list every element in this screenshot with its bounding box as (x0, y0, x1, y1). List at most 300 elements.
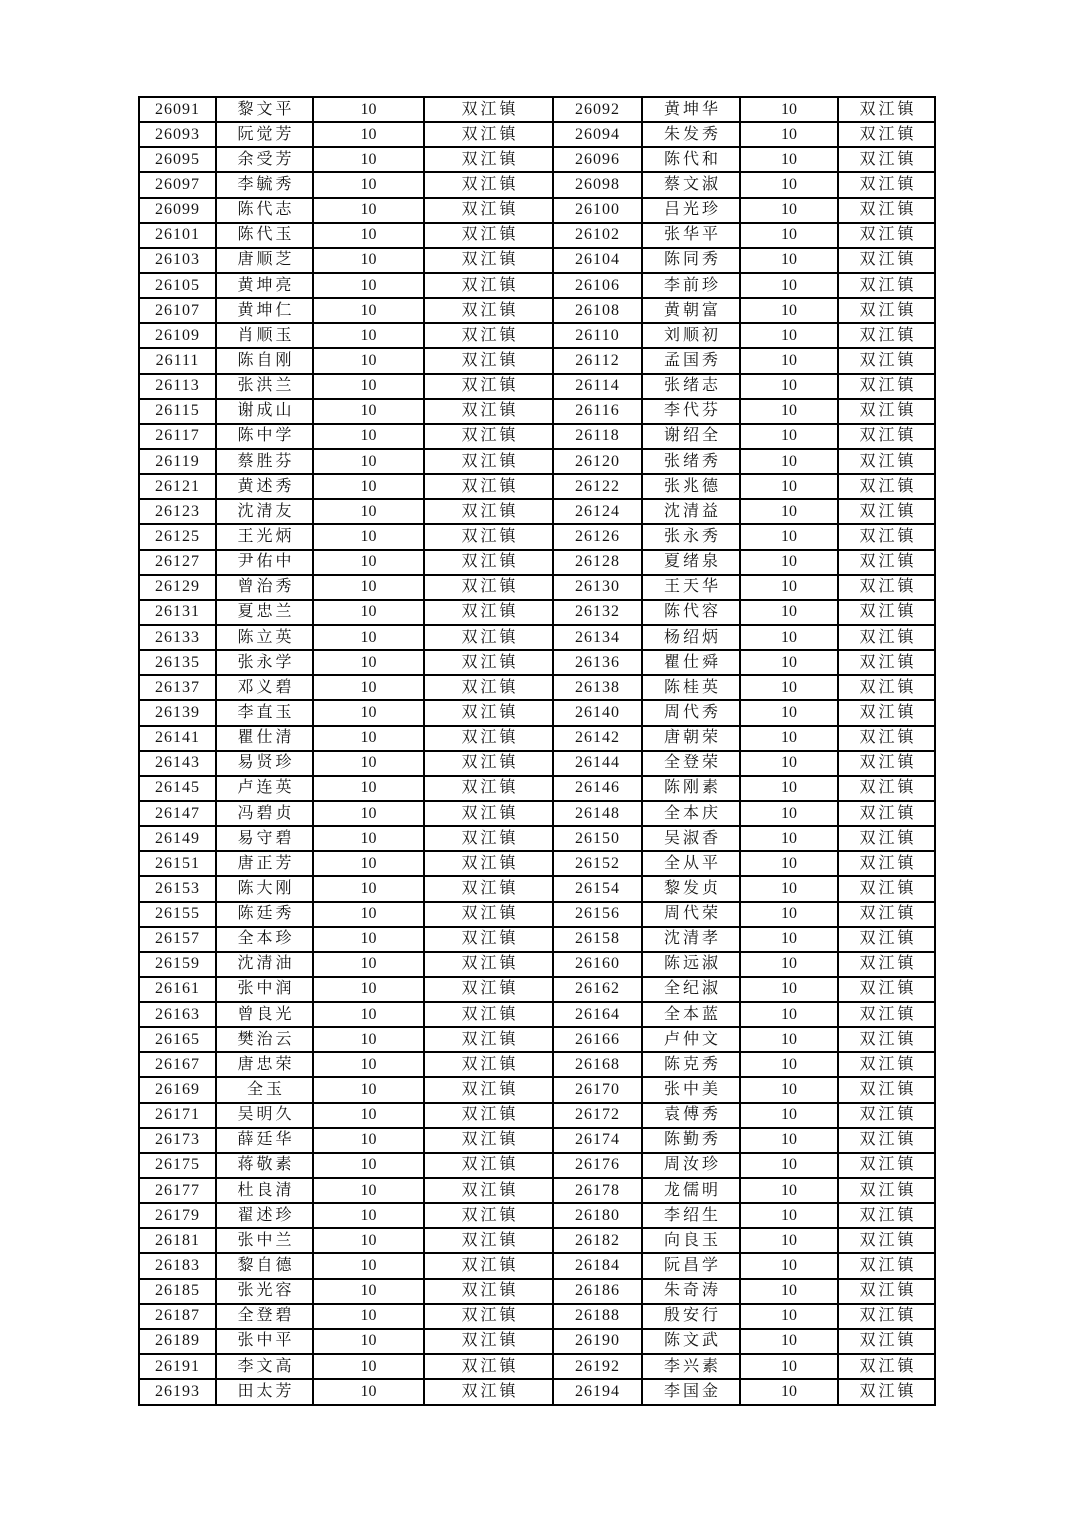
left-town-cell: 双江镇 (424, 524, 553, 549)
left-serial-cell: 26091 (139, 97, 216, 122)
right-amount-cell: 10 (740, 499, 838, 524)
left-amount-cell: 10 (313, 348, 424, 373)
right-amount-cell: 10 (740, 1052, 838, 1077)
table-row (139, 876, 935, 901)
right-serial-cell: 26180 (553, 1203, 642, 1228)
left-name-cell: 张永学 (216, 650, 313, 675)
left-amount-cell: 10 (313, 1178, 424, 1203)
right-amount-cell: 10 (740, 1354, 838, 1379)
left-amount-cell: 10 (313, 751, 424, 776)
right-serial-cell: 26162 (553, 977, 642, 1002)
right-town-cell: 双江镇 (838, 1178, 935, 1203)
left-town-cell: 双江镇 (424, 1329, 553, 1354)
right-town-cell: 双江镇 (838, 1354, 935, 1379)
left-serial-cell: 26157 (139, 927, 216, 952)
right-town-cell: 双江镇 (838, 952, 935, 977)
table-row (139, 348, 935, 373)
right-serial-cell: 26108 (553, 298, 642, 323)
left-amount-cell: 10 (313, 1228, 424, 1253)
right-name-cell: 陈刚素 (642, 776, 740, 801)
left-serial-cell: 26171 (139, 1103, 216, 1128)
left-town-cell: 双江镇 (424, 424, 553, 449)
right-name-cell: 沈清益 (642, 499, 740, 524)
left-serial-cell: 26185 (139, 1279, 216, 1304)
table-row (139, 826, 935, 851)
table-row (139, 1052, 935, 1077)
right-serial-cell: 26182 (553, 1228, 642, 1253)
right-town-cell: 双江镇 (838, 826, 935, 851)
right-town-cell: 双江镇 (838, 927, 935, 952)
right-town-cell: 双江镇 (838, 424, 935, 449)
left-town-cell: 双江镇 (424, 1027, 553, 1052)
right-serial-cell: 26094 (553, 122, 642, 147)
right-town-cell: 双江镇 (838, 876, 935, 901)
table-row (139, 776, 935, 801)
right-town-cell: 双江镇 (838, 977, 935, 1002)
right-amount-cell: 10 (740, 801, 838, 826)
right-amount-cell: 10 (740, 449, 838, 474)
left-serial-cell: 26131 (139, 600, 216, 625)
table-row (139, 801, 935, 826)
left-amount-cell: 10 (313, 1379, 424, 1405)
right-amount-cell: 10 (740, 198, 838, 223)
right-amount-cell: 10 (740, 625, 838, 650)
left-town-cell: 双江镇 (424, 675, 553, 700)
table-row (139, 223, 935, 248)
left-serial-cell: 26173 (139, 1128, 216, 1153)
left-town-cell: 双江镇 (424, 726, 553, 751)
right-serial-cell: 26140 (553, 700, 642, 725)
left-serial-cell: 26151 (139, 851, 216, 876)
left-name-cell: 薛廷华 (216, 1128, 313, 1153)
right-name-cell: 朱发秀 (642, 122, 740, 147)
right-name-cell: 陈远淑 (642, 952, 740, 977)
left-town-cell: 双江镇 (424, 348, 553, 373)
right-amount-cell: 10 (740, 273, 838, 298)
right-town-cell: 双江镇 (838, 524, 935, 549)
table-row (139, 1379, 935, 1405)
table-row (139, 499, 935, 524)
left-serial-cell: 26137 (139, 675, 216, 700)
left-name-cell: 李毓秀 (216, 172, 313, 197)
right-serial-cell: 26102 (553, 223, 642, 248)
left-serial-cell: 26189 (139, 1329, 216, 1354)
table-row (139, 474, 935, 499)
left-town-cell: 双江镇 (424, 1103, 553, 1128)
right-serial-cell: 26160 (553, 952, 642, 977)
right-name-cell: 袁傅秀 (642, 1103, 740, 1128)
right-name-cell: 卢仲文 (642, 1027, 740, 1052)
left-amount-cell: 10 (313, 700, 424, 725)
right-amount-cell: 10 (740, 1228, 838, 1253)
right-serial-cell: 26098 (553, 172, 642, 197)
right-amount-cell: 10 (740, 1153, 838, 1178)
right-name-cell: 阮昌学 (642, 1253, 740, 1278)
left-serial-cell: 26187 (139, 1304, 216, 1329)
left-amount-cell: 10 (313, 97, 424, 122)
right-name-cell: 陈勤秀 (642, 1128, 740, 1153)
right-name-cell: 吴淑香 (642, 826, 740, 851)
right-town-cell: 双江镇 (838, 1128, 935, 1153)
right-serial-cell: 26122 (553, 474, 642, 499)
left-town-cell: 双江镇 (424, 977, 553, 1002)
left-name-cell: 李文高 (216, 1354, 313, 1379)
left-town-cell: 双江镇 (424, 449, 553, 474)
table-row (139, 424, 935, 449)
left-amount-cell: 10 (313, 1329, 424, 1354)
table-row (139, 600, 935, 625)
right-amount-cell: 10 (740, 726, 838, 751)
right-amount-cell: 10 (740, 1103, 838, 1128)
left-name-cell: 卢连英 (216, 776, 313, 801)
left-name-cell: 张光容 (216, 1279, 313, 1304)
right-name-cell: 龙儒明 (642, 1178, 740, 1203)
table-row (139, 1103, 935, 1128)
right-name-cell: 陈克秀 (642, 1052, 740, 1077)
right-name-cell: 王天华 (642, 575, 740, 600)
right-amount-cell: 10 (740, 122, 838, 147)
table-row (139, 1279, 935, 1304)
right-name-cell: 李代芬 (642, 399, 740, 424)
roster-table-body (139, 97, 935, 1405)
right-town-cell: 双江镇 (838, 575, 935, 600)
right-name-cell: 黎发贞 (642, 876, 740, 901)
left-name-cell: 张中平 (216, 1329, 313, 1354)
right-name-cell: 谢绍全 (642, 424, 740, 449)
left-name-cell: 黄坤仁 (216, 298, 313, 323)
right-town-cell: 双江镇 (838, 1153, 935, 1178)
right-serial-cell: 26100 (553, 198, 642, 223)
left-amount-cell: 10 (313, 826, 424, 851)
left-amount-cell: 10 (313, 550, 424, 575)
right-name-cell: 孟国秀 (642, 348, 740, 373)
left-town-cell: 双江镇 (424, 1379, 553, 1405)
left-serial-cell: 26143 (139, 751, 216, 776)
right-town-cell: 双江镇 (838, 298, 935, 323)
left-name-cell: 陈代志 (216, 198, 313, 223)
right-serial-cell: 26176 (553, 1153, 642, 1178)
right-name-cell: 张兆德 (642, 474, 740, 499)
left-amount-cell: 10 (313, 977, 424, 1002)
right-town-cell: 双江镇 (838, 147, 935, 172)
left-town-cell: 双江镇 (424, 650, 553, 675)
left-town-cell: 双江镇 (424, 198, 553, 223)
left-name-cell: 谢成山 (216, 399, 313, 424)
right-name-cell: 殷安行 (642, 1304, 740, 1329)
right-amount-cell: 10 (740, 1128, 838, 1153)
table-row (139, 273, 935, 298)
left-name-cell: 蒋敬素 (216, 1153, 313, 1178)
right-town-cell: 双江镇 (838, 97, 935, 122)
left-name-cell: 全本珍 (216, 927, 313, 952)
right-town-cell: 双江镇 (838, 1279, 935, 1304)
left-town-cell: 双江镇 (424, 399, 553, 424)
left-name-cell: 曾良光 (216, 1002, 313, 1027)
left-town-cell: 双江镇 (424, 625, 553, 650)
left-serial-cell: 26127 (139, 550, 216, 575)
left-amount-cell: 10 (313, 1203, 424, 1228)
right-town-cell: 双江镇 (838, 1052, 935, 1077)
left-serial-cell: 26181 (139, 1228, 216, 1253)
table-row (139, 851, 935, 876)
right-name-cell: 全本庆 (642, 801, 740, 826)
left-town-cell: 双江镇 (424, 248, 553, 273)
table-row (139, 575, 935, 600)
table-row (139, 1128, 935, 1153)
table-row (139, 1077, 935, 1102)
left-serial-cell: 26093 (139, 122, 216, 147)
left-town-cell: 双江镇 (424, 273, 553, 298)
left-serial-cell: 26125 (139, 524, 216, 549)
right-serial-cell: 26166 (553, 1027, 642, 1052)
left-serial-cell: 26153 (139, 876, 216, 901)
left-town-cell: 双江镇 (424, 1228, 553, 1253)
left-amount-cell: 10 (313, 223, 424, 248)
table-row (139, 1329, 935, 1354)
right-serial-cell: 26136 (553, 650, 642, 675)
left-amount-cell: 10 (313, 927, 424, 952)
left-serial-cell: 26117 (139, 424, 216, 449)
left-name-cell: 邓义碧 (216, 675, 313, 700)
right-town-cell: 双江镇 (838, 1103, 935, 1128)
left-name-cell: 曾治秀 (216, 575, 313, 600)
left-town-cell: 双江镇 (424, 876, 553, 901)
right-serial-cell: 26104 (553, 248, 642, 273)
left-name-cell: 唐正芳 (216, 851, 313, 876)
left-serial-cell: 26191 (139, 1354, 216, 1379)
table-row (139, 449, 935, 474)
left-name-cell: 唐忠荣 (216, 1052, 313, 1077)
right-amount-cell: 10 (740, 1002, 838, 1027)
left-serial-cell: 26101 (139, 223, 216, 248)
right-serial-cell: 26158 (553, 927, 642, 952)
right-town-cell: 双江镇 (838, 172, 935, 197)
left-town-cell: 双江镇 (424, 550, 553, 575)
right-name-cell: 唐朝荣 (642, 726, 740, 751)
left-name-cell: 陈立英 (216, 625, 313, 650)
left-amount-cell: 10 (313, 1128, 424, 1153)
right-serial-cell: 26132 (553, 600, 642, 625)
right-amount-cell: 10 (740, 399, 838, 424)
left-town-cell: 双江镇 (424, 474, 553, 499)
left-town-cell: 双江镇 (424, 600, 553, 625)
right-amount-cell: 10 (740, 952, 838, 977)
roster-table (138, 96, 936, 1406)
right-name-cell: 李前珍 (642, 273, 740, 298)
right-name-cell: 张绪秀 (642, 449, 740, 474)
right-town-cell: 双江镇 (838, 499, 935, 524)
right-amount-cell: 10 (740, 600, 838, 625)
right-amount-cell: 10 (740, 1027, 838, 1052)
table-row (139, 198, 935, 223)
right-town-cell: 双江镇 (838, 801, 935, 826)
right-serial-cell: 26154 (553, 876, 642, 901)
right-name-cell: 全本蓝 (642, 1002, 740, 1027)
right-amount-cell: 10 (740, 851, 838, 876)
right-serial-cell: 26124 (553, 499, 642, 524)
left-amount-cell: 10 (313, 298, 424, 323)
right-serial-cell: 26168 (553, 1052, 642, 1077)
left-town-cell: 双江镇 (424, 851, 553, 876)
left-amount-cell: 10 (313, 1103, 424, 1128)
left-name-cell: 杜良清 (216, 1178, 313, 1203)
right-town-cell: 双江镇 (838, 348, 935, 373)
right-serial-cell: 26134 (553, 625, 642, 650)
right-name-cell: 李兴素 (642, 1354, 740, 1379)
left-name-cell: 陈代玉 (216, 223, 313, 248)
right-town-cell: 双江镇 (838, 1077, 935, 1102)
right-name-cell: 吕光珍 (642, 198, 740, 223)
left-serial-cell: 26145 (139, 776, 216, 801)
left-amount-cell: 10 (313, 273, 424, 298)
right-town-cell: 双江镇 (838, 851, 935, 876)
right-name-cell: 蔡文淑 (642, 172, 740, 197)
right-town-cell: 双江镇 (838, 1228, 935, 1253)
right-serial-cell: 26142 (553, 726, 642, 751)
left-amount-cell: 10 (313, 248, 424, 273)
right-town-cell: 双江镇 (838, 1203, 935, 1228)
left-town-cell: 双江镇 (424, 700, 553, 725)
right-serial-cell: 26184 (553, 1253, 642, 1278)
right-name-cell: 陈文武 (642, 1329, 740, 1354)
left-name-cell: 张中兰 (216, 1228, 313, 1253)
right-town-cell: 双江镇 (838, 449, 935, 474)
left-name-cell: 陈自刚 (216, 348, 313, 373)
right-serial-cell: 26150 (553, 826, 642, 851)
right-town-cell: 双江镇 (838, 323, 935, 348)
left-amount-cell: 10 (313, 776, 424, 801)
left-name-cell: 肖顺玉 (216, 323, 313, 348)
right-amount-cell: 10 (740, 927, 838, 952)
left-name-cell: 沈清油 (216, 952, 313, 977)
table-row (139, 399, 935, 424)
left-town-cell: 双江镇 (424, 223, 553, 248)
right-town-cell: 双江镇 (838, 1002, 935, 1027)
left-town-cell: 双江镇 (424, 927, 553, 952)
right-serial-cell: 26146 (553, 776, 642, 801)
right-name-cell: 向良玉 (642, 1228, 740, 1253)
right-name-cell: 张中美 (642, 1077, 740, 1102)
right-name-cell: 黄朝富 (642, 298, 740, 323)
right-serial-cell: 26178 (553, 1178, 642, 1203)
left-name-cell: 黎自德 (216, 1253, 313, 1278)
right-town-cell: 双江镇 (838, 776, 935, 801)
right-town-cell: 双江镇 (838, 902, 935, 927)
right-town-cell: 双江镇 (838, 700, 935, 725)
right-serial-cell: 26114 (553, 374, 642, 399)
table-row (139, 700, 935, 725)
left-name-cell: 阮觉芳 (216, 122, 313, 147)
left-serial-cell: 26111 (139, 348, 216, 373)
table-row (139, 550, 935, 575)
right-amount-cell: 10 (740, 1379, 838, 1405)
right-amount-cell: 10 (740, 776, 838, 801)
left-serial-cell: 26123 (139, 499, 216, 524)
right-town-cell: 双江镇 (838, 600, 935, 625)
left-serial-cell: 26175 (139, 1153, 216, 1178)
left-name-cell: 李直玉 (216, 700, 313, 725)
right-name-cell: 周代荣 (642, 902, 740, 927)
right-serial-cell: 26170 (553, 1077, 642, 1102)
left-town-cell: 双江镇 (424, 952, 553, 977)
left-amount-cell: 10 (313, 374, 424, 399)
left-amount-cell: 10 (313, 1279, 424, 1304)
table-row (139, 650, 935, 675)
left-name-cell: 余受芳 (216, 147, 313, 172)
left-town-cell: 双江镇 (424, 147, 553, 172)
left-serial-cell: 26149 (139, 826, 216, 851)
left-name-cell: 唐顺芝 (216, 248, 313, 273)
right-serial-cell: 26152 (553, 851, 642, 876)
left-serial-cell: 26113 (139, 374, 216, 399)
left-amount-cell: 10 (313, 1052, 424, 1077)
left-serial-cell: 26119 (139, 449, 216, 474)
left-serial-cell: 26121 (139, 474, 216, 499)
left-amount-cell: 10 (313, 1354, 424, 1379)
right-name-cell: 陈桂英 (642, 675, 740, 700)
table-row (139, 1002, 935, 1027)
left-amount-cell: 10 (313, 1002, 424, 1027)
right-serial-cell: 26118 (553, 424, 642, 449)
right-town-cell: 双江镇 (838, 399, 935, 424)
right-town-cell: 双江镇 (838, 751, 935, 776)
left-name-cell: 黎文平 (216, 97, 313, 122)
right-name-cell: 李国金 (642, 1379, 740, 1405)
left-name-cell: 全玉 (216, 1077, 313, 1102)
right-town-cell: 双江镇 (838, 273, 935, 298)
left-serial-cell: 26133 (139, 625, 216, 650)
right-name-cell: 张华平 (642, 223, 740, 248)
left-town-cell: 双江镇 (424, 1279, 553, 1304)
table-row (139, 298, 935, 323)
right-amount-cell: 10 (740, 474, 838, 499)
right-serial-cell: 26192 (553, 1354, 642, 1379)
left-serial-cell: 26169 (139, 1077, 216, 1102)
right-amount-cell: 10 (740, 1253, 838, 1278)
left-town-cell: 双江镇 (424, 97, 553, 122)
right-town-cell: 双江镇 (838, 1253, 935, 1278)
right-amount-cell: 10 (740, 374, 838, 399)
left-serial-cell: 26179 (139, 1203, 216, 1228)
right-name-cell: 沈清孝 (642, 927, 740, 952)
left-amount-cell: 10 (313, 122, 424, 147)
right-name-cell: 陈代容 (642, 600, 740, 625)
right-name-cell: 张永秀 (642, 524, 740, 549)
left-amount-cell: 10 (313, 198, 424, 223)
right-amount-cell: 10 (740, 977, 838, 1002)
left-name-cell: 张洪兰 (216, 374, 313, 399)
right-amount-cell: 10 (740, 298, 838, 323)
right-town-cell: 双江镇 (838, 198, 935, 223)
left-name-cell: 吴明久 (216, 1103, 313, 1128)
right-amount-cell: 10 (740, 575, 838, 600)
right-town-cell: 双江镇 (838, 1329, 935, 1354)
left-amount-cell: 10 (313, 650, 424, 675)
left-town-cell: 双江镇 (424, 323, 553, 348)
right-name-cell: 张绪志 (642, 374, 740, 399)
right-name-cell: 陈代和 (642, 147, 740, 172)
left-amount-cell: 10 (313, 675, 424, 700)
left-serial-cell: 26177 (139, 1178, 216, 1203)
left-name-cell: 翟述珍 (216, 1203, 313, 1228)
left-name-cell: 陈廷秀 (216, 902, 313, 927)
right-serial-cell: 26128 (553, 550, 642, 575)
right-amount-cell: 10 (740, 97, 838, 122)
left-town-cell: 双江镇 (424, 1128, 553, 1153)
left-town-cell: 双江镇 (424, 575, 553, 600)
table-row (139, 726, 935, 751)
right-amount-cell: 10 (740, 1279, 838, 1304)
